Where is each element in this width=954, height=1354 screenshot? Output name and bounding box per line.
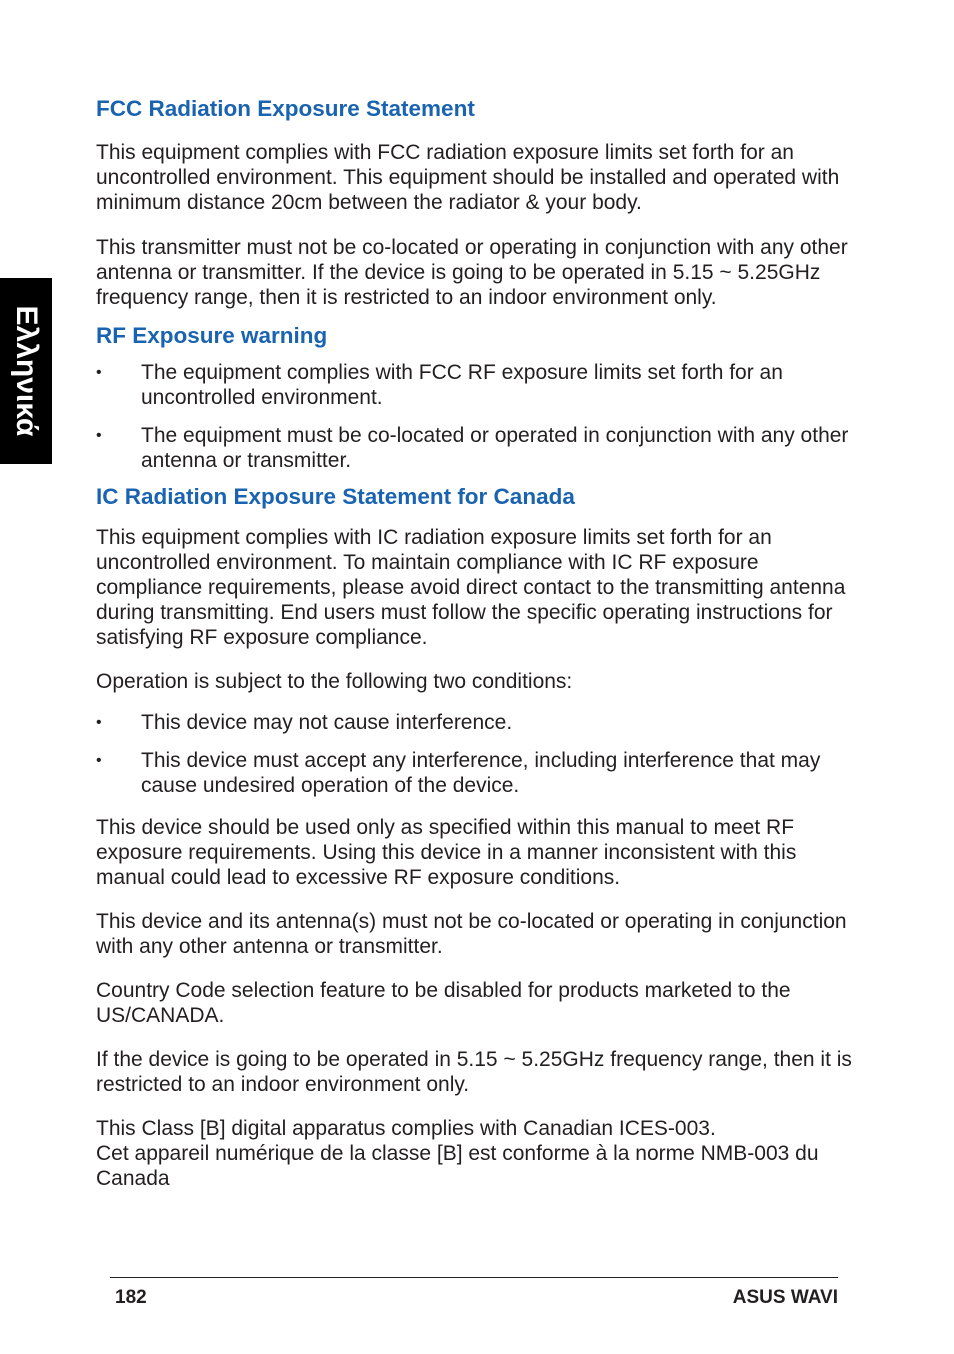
fcc-paragraph-1: This equipment complies with FCC radiation exposure limits set forth for an uncontrolled environment. This equipment should be installed and operated with minimum distance 20cm between the radiator & your body. xyxy=(96,141,840,214)
footer-product-name: ASUS WAVI xyxy=(732,1287,838,1308)
ices-statement-fr: Cet appareil numérique de la classe [B] est conforme à la norme NMB-003 du Canada xyxy=(96,1142,819,1190)
bullet-glyph: • xyxy=(96,364,102,381)
list-item xyxy=(96,748,864,798)
ic-bullet-list xyxy=(96,710,864,798)
ic-paragraph-2: Operation is subject to the following two conditions: xyxy=(96,670,573,693)
page-number: 182 xyxy=(115,1287,147,1308)
footer-divider xyxy=(110,1277,838,1278)
language-side-tab xyxy=(0,278,52,464)
ic-paragraph-1: This equipment complies with IC radiation exposure limits set forth for an uncontrolled environment. To maintain compliance with IC RF exposure compliance requirements, please avoid direct contact to the transmitting antenna during transmitting. End users must follow the specific operating instructions for satisfying RF exposure compliance. xyxy=(96,526,846,649)
bullet-glyph: • xyxy=(96,752,102,769)
fcc-heading: FCC Radiation Exposure Statement xyxy=(96,96,475,121)
bullet-text: The equipment must be co-located or operated in conjunction with any other antenna or transmitter. xyxy=(141,424,849,472)
rf-bullet-list xyxy=(96,360,864,473)
fcc-paragraph-2: This transmitter must not be co-located or operating in conjunction with any other antenna or transmitter. If the device is going to be operated in 5.15 ~ 5.25GHz frequency range, then it is restricted to an indoor environment only. xyxy=(96,236,848,309)
bullet-glyph: • xyxy=(96,714,102,731)
page-content xyxy=(96,95,864,1191)
bullet-text: This device must accept any interference, including interference that may cause undesired operation of the device. xyxy=(141,749,821,797)
ic-heading: IC Radiation Exposure Statement for Canada xyxy=(96,484,575,509)
rf-heading: RF Exposure warning xyxy=(96,323,328,348)
list-item xyxy=(96,360,864,410)
list-item xyxy=(96,710,864,735)
ic-paragraph-4: This device and its antenna(s) must not be co-located or operating in conjunction with any other antenna or transmitter. xyxy=(96,910,847,958)
ic-paragraph-3: This device should be used only as specified within this manual to meet RF exposure requirements. Using this device in a manner inconsistent with this manual could lead to excessive RF exposure conditions. xyxy=(96,816,797,889)
list-item xyxy=(96,423,864,473)
bullet-text: This device may not cause interference. xyxy=(141,711,513,734)
ic-paragraph-5: Country Code selection feature to be disabled for products marketed to the US/CANADA. xyxy=(96,979,791,1027)
language-tab-label: Ελληνικά xyxy=(10,305,43,437)
ices-statement-en: This Class [B] digital apparatus complies with Canadian ICES-003. xyxy=(96,1117,716,1140)
bullet-glyph: • xyxy=(96,427,102,444)
bullet-text: The equipment complies with FCC RF exposure limits set forth for an uncontrolled environment. xyxy=(141,361,783,409)
ic-paragraph-6: If the device is going to be operated in 5.15 ~ 5.25GHz frequency range, then it is restricted to an indoor environment only. xyxy=(96,1048,852,1096)
